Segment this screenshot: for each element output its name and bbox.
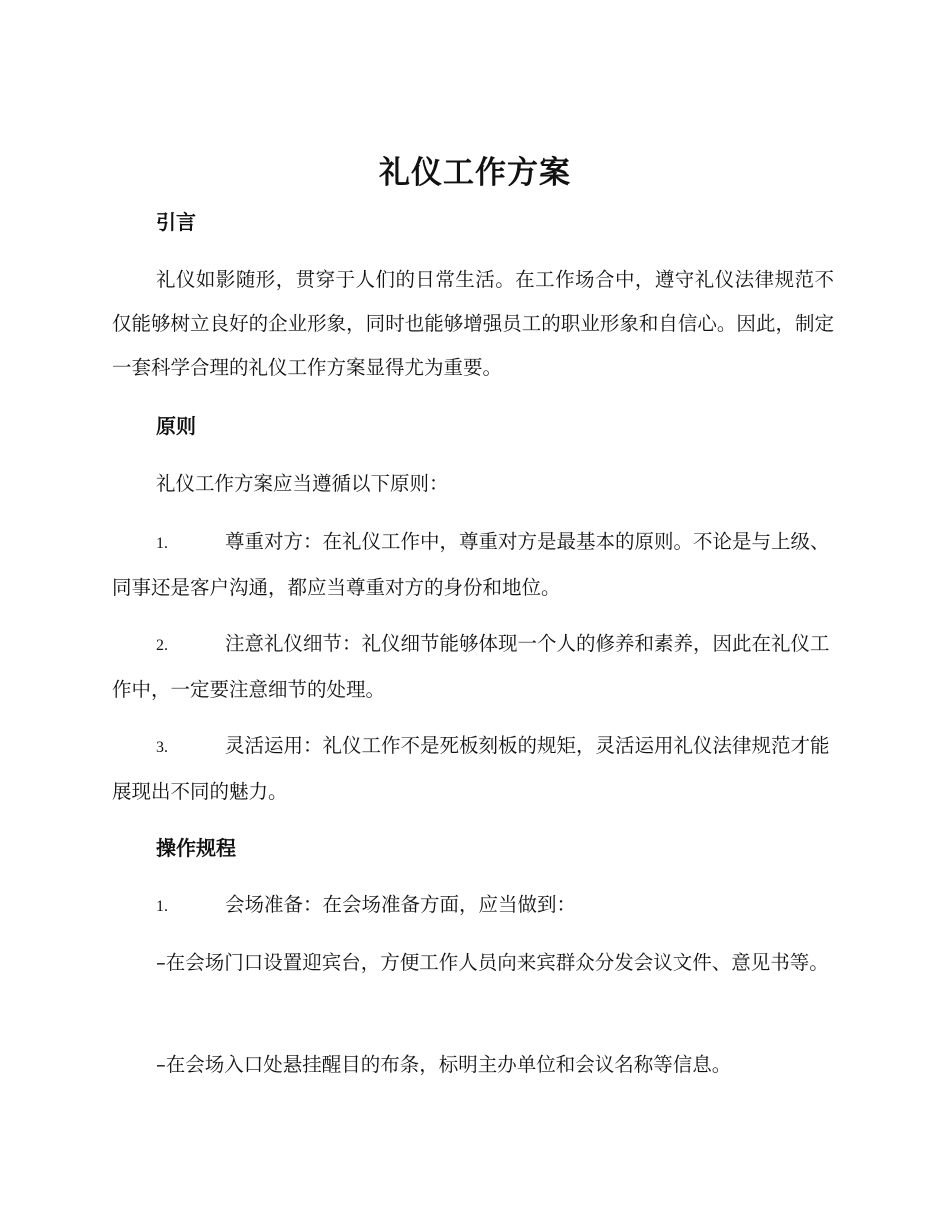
list-text: 尊重对方：在礼仪工作中，尊重对方是最基本的原则。不论是与上级、同事还是客户沟通，都应当尊重对方的身份和地位。: [112, 530, 830, 599]
principles-lead: 礼仪工作方案应当遵循以下原则：: [156, 472, 449, 495]
procedure-item-1: [112, 883, 834, 929]
procedure-bullet-1: –在会场门口设置迎宾台，方便工作人员向来宾群众分发会议文件、意见书等。: [156, 951, 829, 974]
list-number: 1.: [156, 535, 168, 552]
list-number: 3.: [156, 739, 168, 756]
principle-item-1: [112, 520, 834, 610]
principle-item-2: [112, 622, 834, 712]
intro-paragraph: 礼仪如影随形，贯穿于人们的日常生活。在工作场合中，遵守礼仪法律规范不仅能够树立良好的企业形象，同时也能够增强员工的职业形象和自信心。因此，制定一套科学合理的礼仪工作方案显得尤为重要。: [112, 268, 834, 379]
list-number: 2.: [156, 637, 168, 654]
section-heading-principles: 原则: [156, 414, 196, 438]
section-heading-procedures: 操作规程: [156, 836, 236, 860]
principle-item-3: [112, 724, 834, 814]
list-text: 灵活运用：礼仪工作不是死板刻板的规矩，灵活运用礼仪法律规范才能展现出不同的魅力。: [112, 734, 830, 803]
list-text: 注意礼仪细节：礼仪细节能够体现一个人的修养和素养，因此在礼仪工作中，一定要注意细节的处理。: [112, 632, 830, 701]
document-title: 礼仪工作方案: [379, 155, 571, 191]
list-text: 会场准备：在会场准备方面，应当做到：: [225, 893, 577, 916]
procedure-bullet-2: –在会场入口处悬挂醒目的布条，标明主办单位和会议名称等信息。: [156, 1053, 732, 1076]
list-number: 1.: [156, 898, 168, 915]
section-heading-intro: 引言: [156, 210, 196, 234]
